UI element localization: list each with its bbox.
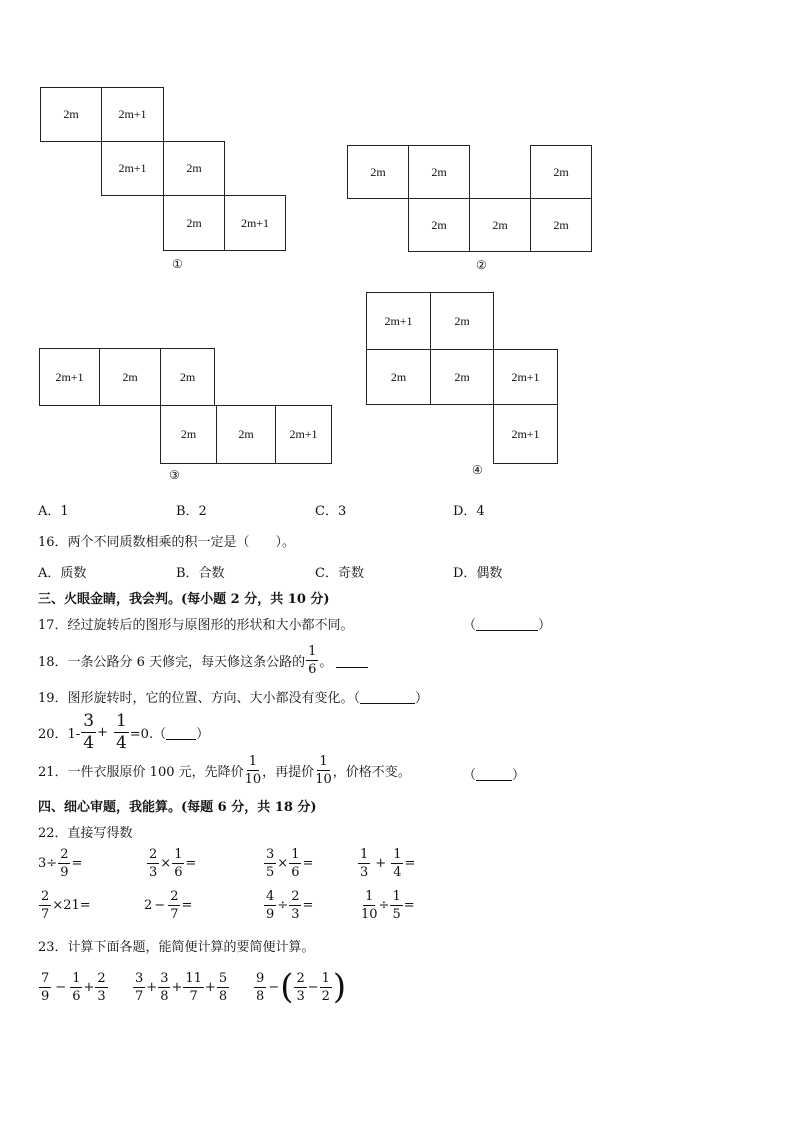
net-cell: 2m: [366, 349, 431, 405]
q16-option-d[interactable]: D．偶数: [453, 566, 503, 581]
right-paren: ）: [196, 727, 210, 742]
net-cell: 2m: [216, 405, 276, 464]
calc-item: $\frac{7}{9}$ − $\frac{1}{6}$ + $\frac{2}{3}$: [41, 971, 106, 1004]
answer-blank[interactable]: [166, 725, 196, 740]
net-cell: 2m+1: [493, 404, 558, 464]
net-cell: 2m: [408, 198, 470, 252]
q15-option-b[interactable]: B．2: [176, 504, 207, 519]
fraction: $\frac{7}{9}$: [41, 971, 50, 1004]
net-cell: 2m+1: [101, 87, 164, 142]
net-cell: 2m+1: [366, 292, 431, 350]
left-paren: （: [463, 768, 477, 783]
q21-line: [38, 755, 411, 786]
net-cell: 2m: [99, 348, 161, 406]
q17-answer[interactable]: [463, 614, 551, 633]
fraction: $\frac{2}{7}$: [170, 889, 179, 922]
q22-text: 22．直接写得数: [38, 826, 133, 841]
fraction: $\frac{2}{3}$: [296, 970, 305, 1004]
fraction: $\frac{1}{6}$: [174, 847, 183, 880]
q18-pre: 18．一条公路分 6 天修完，每天修这条公路的: [38, 655, 306, 670]
net-cell: 2m: [530, 145, 592, 199]
answer-blank[interactable]: [476, 616, 538, 631]
q16-option-c[interactable]: C．奇数: [315, 566, 364, 581]
q15-option-a[interactable]: A．1: [38, 504, 69, 519]
net-cell: 2m: [160, 348, 215, 406]
calc-item: $\frac{1}{3}$ + $\frac{1}{4}$ =: [360, 847, 416, 880]
net-cell: 2m: [430, 292, 494, 350]
q16-option-a[interactable]: A．质数: [38, 566, 87, 581]
net-label: ②: [476, 258, 487, 272]
fraction: $\frac{4}{9}$: [266, 889, 275, 922]
calc-item: $\frac{3}{7}$ + $\frac{3}{8}$ + $\frac{11}{7}$ + $\frac{5}{8}$: [135, 971, 228, 1004]
right-paren: ）: [538, 618, 552, 633]
fraction: $\frac{1}{2}$: [321, 970, 330, 1004]
net-cell: 2m: [163, 195, 225, 251]
fraction: $\frac{1}{5}$: [392, 889, 401, 922]
fraction: $\frac{1}{6}$: [291, 847, 300, 880]
left-paren: (: [280, 967, 294, 1007]
q21-post: ，价格不变。: [332, 765, 411, 780]
q19-line: [38, 687, 428, 706]
plus-sign: +: [97, 725, 108, 740]
calc-item: $\frac{2}{3}$ × $\frac{1}{6}$ =: [149, 847, 197, 880]
q20-line: [38, 713, 209, 752]
fraction: $\frac{3}{7}$: [135, 971, 144, 1004]
fraction: $\frac{3}{8}$: [160, 971, 169, 1004]
fraction: $\frac{1}{6}$: [72, 971, 81, 1004]
fraction: $\frac{1}{3}$: [360, 847, 369, 880]
fraction: $\frac{1}{10}$: [244, 754, 262, 787]
net-cell: 2m+1: [493, 349, 558, 405]
net-label: ①: [172, 257, 183, 271]
net-cell: 2m: [408, 145, 470, 199]
fraction: $\frac{2}{3}$: [97, 971, 106, 1004]
net-cell: 2m+1: [224, 195, 286, 251]
q19-text: 19．图形旋转时，它的位置、方向、大小都没有变化。（: [38, 691, 361, 706]
fraction: $\frac{3}{4}$: [83, 711, 95, 753]
q23-text: 23．计算下面各题，能简便计算的要简便计算。: [38, 940, 315, 955]
net-cell: 2m+1: [101, 141, 164, 196]
net-label: ③: [169, 468, 180, 482]
fraction: $\frac{1}{10}$: [361, 889, 378, 922]
answer-blank[interactable]: [336, 653, 368, 668]
fraction: $\frac{5}{8}$: [218, 971, 228, 1004]
fraction: $\frac{1}{6}$: [308, 644, 317, 677]
q15-option-d[interactable]: D．4: [453, 504, 485, 519]
calc-item: $\frac{2}{7}$ × 21 =: [41, 889, 91, 922]
net-label: ④: [472, 463, 483, 477]
net-cell: 2m: [530, 198, 592, 252]
q17-text: 17．经过旋转后的图形与原图形的形状和大小都不同。: [38, 618, 354, 633]
calc-item: $\frac{9}{8}$ − ( $\frac{2}{3}$ − $\frac{1}{2}$ ): [256, 967, 347, 1007]
net-cell: 2m: [469, 198, 531, 252]
q20-pre: 20．1-: [38, 727, 81, 742]
fraction: $\frac{1}{10}$: [315, 754, 332, 787]
net-cell: 2m+1: [39, 348, 100, 406]
q21-mid: ，再提价: [262, 765, 315, 780]
section-4-heading: 四、细心审题，我能算。(每题 6 分，共 18 分): [38, 800, 317, 815]
q21-answer[interactable]: [463, 764, 525, 783]
net-cell: 2m: [347, 145, 409, 199]
answer-blank[interactable]: [476, 766, 512, 781]
q20-post: =0.（: [129, 727, 167, 742]
net-cell: 2m: [160, 405, 217, 464]
fraction: $\frac{3}{5}$: [266, 847, 275, 880]
calc-item: $\frac{1}{10}$ ÷ $\frac{1}{5}$ =: [361, 889, 415, 922]
fraction: $\frac{2}{7}$: [41, 889, 50, 922]
fraction: $\frac{11}{7}$: [185, 971, 202, 1004]
net-cell: 2m: [163, 141, 225, 196]
fraction: $\frac{2}{3}$: [149, 847, 158, 880]
fraction: $\frac{1}{4}$: [115, 711, 127, 753]
q16-text: 16．两个不同质数相乘的积一定是（ ）。: [38, 535, 296, 550]
answer-blank[interactable]: [360, 689, 415, 704]
right-paren: ）: [415, 691, 429, 706]
fraction: $\frac{2}{9}$: [60, 847, 69, 880]
q15-option-c[interactable]: C．3: [315, 504, 347, 519]
calc-item: $\frac{3}{5}$ × $\frac{1}{6}$ =: [266, 847, 314, 880]
calc-item: 2 − $\frac{2}{7}$ =: [144, 889, 193, 922]
left-paren: （: [463, 618, 477, 633]
fraction: $\frac{9}{8}$: [256, 970, 265, 1004]
q18-post: 。: [319, 655, 333, 670]
q16-option-b[interactable]: B．合数: [176, 566, 225, 581]
right-paren: ): [332, 967, 347, 1007]
fraction: $\frac{1}{4}$: [393, 847, 402, 880]
calc-item: $\frac{4}{9}$ ÷ $\frac{2}{3}$ =: [266, 889, 314, 922]
net-cell: 2m+1: [275, 405, 332, 464]
net-cell: 2m: [430, 349, 494, 405]
section-3-heading: 三、火眼金睛，我会判。(每小题 2 分，共 10 分): [38, 592, 330, 607]
fraction: $\frac{2}{3}$: [291, 889, 300, 922]
calc-item: 3 ÷ $\frac{2}{9}$ =: [38, 847, 83, 880]
q18-line: [38, 645, 368, 676]
q21-pre: 21．一件衣服原价 100 元，先降价: [38, 765, 244, 780]
net-cell: 2m: [40, 87, 102, 142]
right-paren: ）: [512, 768, 526, 783]
